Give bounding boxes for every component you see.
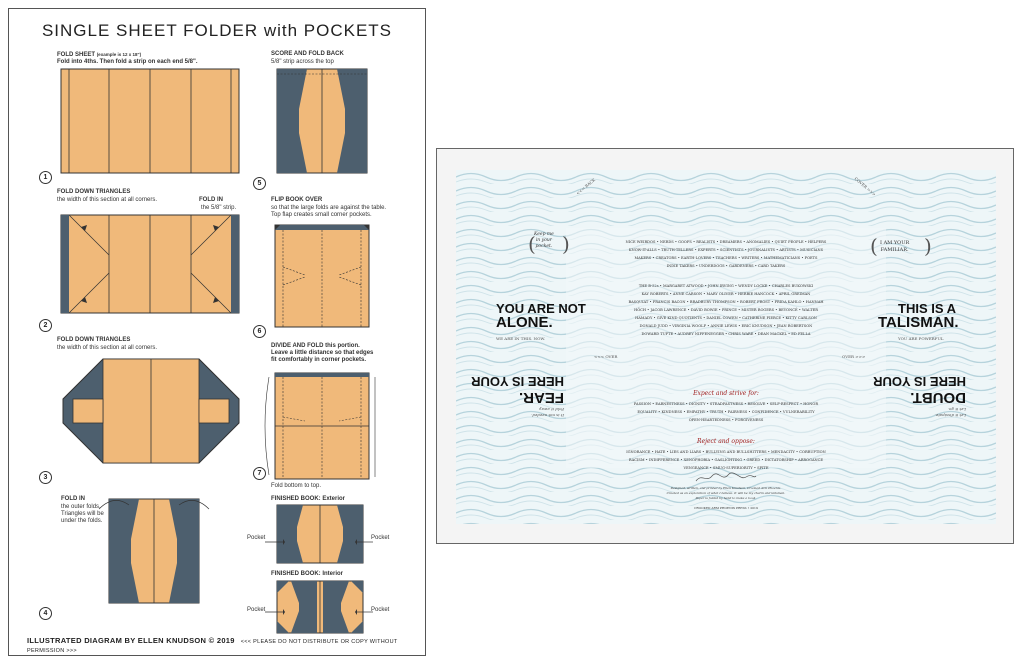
step-5-number: 5 [253, 177, 266, 190]
step-6-figure [275, 225, 369, 327]
pocket-label-right-ext: Pocket [371, 535, 390, 541]
pocket-label-right-int: Pocket [371, 607, 390, 613]
fear-block [471, 366, 564, 418]
step-1-number: 1 [39, 171, 52, 184]
step-7-bottom-text: Fold bottom to top. [271, 483, 322, 489]
step-1-text: Fold into 4ths. Then fold a strip on each end 5/8". [57, 59, 198, 65]
footer-notice: <<< PLEASE DO NOT DISTRIBUTE OR COPY WITHOUT PERMISSION >>> [27, 639, 398, 654]
keep-me-text: Keep me in your pocket. [534, 232, 554, 249]
finished-interior-label: FINISHED BOOK: Interior [271, 571, 344, 577]
diagram-title: SINGLE SHEET FOLDER with POCKETS [41, 21, 393, 40]
doubt-heading: DOUBT. [910, 389, 966, 406]
signature-mark [694, 472, 758, 484]
step-2-figure [61, 215, 239, 313]
doubt-block [873, 366, 966, 418]
pocket-arrow-left-int [265, 609, 285, 615]
poster-sheet [456, 170, 996, 524]
instruction-sheet [8, 8, 426, 656]
step-3-label: FOLD DOWN TRIANGLES [57, 337, 131, 343]
reject-heading: Reject and oppose: [697, 438, 755, 445]
pocket-arrow-right-int [355, 609, 373, 615]
this-is-a-heading: THIS IS A [898, 301, 957, 316]
step-5-text: 5/8" strip across the top [271, 59, 334, 65]
you-are-powerful-text: YOU ARE POWERFUL [898, 336, 944, 341]
finished-interior-figure [277, 581, 363, 633]
step-7-figure [275, 373, 369, 479]
expect-list: PASSION • EARNESTNESS • DIGNITY • STEADFASTNESS • RESOLVE • SELF-RESPECT • HONOR EQUALITY • KINDNESS • EMPATHY • TRUTH • FAIRNESS • CONFIDENCE • VULNERABILITY OPEN-HEARTEDNESS • FORGIVENESS [633, 402, 819, 422]
paren-left-2: ( [870, 234, 878, 258]
step-6-text: so that the large folds are against the table. Top flap creates small corner pockets. [271, 205, 387, 218]
it-is-not-needed-text: It is not needed. [531, 413, 564, 418]
step-5-label: SCORE AND FOLD BACK [271, 51, 344, 57]
expect-heading: Expect and strive for: [693, 390, 759, 397]
pocket-arrow-right-ext [355, 539, 373, 545]
step-7-label: DIVIDE AND FOLD this portion. Leave a little distance so that edges fit comfortably in corner pockets. [271, 343, 374, 363]
pocket-label-left-ext: Pocket [247, 535, 266, 541]
step-2-number: 2 [39, 319, 52, 332]
step-3-text: the width of this section at all corners. [57, 345, 158, 351]
pocket-arrow-left-ext [265, 539, 285, 545]
step-1-figure [61, 69, 239, 173]
over-arrow-right: OVER >>> [842, 354, 866, 359]
we-are-text: WE ARE IN THIS. NOW. [496, 336, 546, 341]
pocket-label-left-int: Pocket [247, 607, 266, 613]
over-arrow-left: <<< OVER [594, 354, 618, 359]
let-it-dissipate-text: Let it dissipate. [934, 413, 966, 418]
let-it-go-text: Let it go. [947, 407, 966, 412]
colophon: Designed, written, and printed by Ellen Knudson, Crooked Arm Phoenix. Created as an exploration of what I believe. It will be my charm and talisman. Paper is folded by hand to make a book. [666, 486, 786, 500]
step-3-figure [63, 359, 239, 463]
step-6-label: FLIP BOOK OVER [271, 197, 323, 203]
footer-credit: ILLUSTRATED DIAGRAM BY ELLEN KNUDSON © 2019 <<< PLEASE DO NOT DISTRIBUTE OR COPY WITHOUT PERMISSION >>> [27, 636, 398, 654]
step-3-number: 3 [39, 471, 52, 484]
paren-right: ) [562, 232, 570, 256]
step-4-text: the outer folds. Triangles will be under the folds. [61, 504, 104, 524]
step-7-number: 7 [253, 467, 266, 480]
cover-arrow-marker: COVER >>> [853, 176, 877, 197]
reject-list: IGNORANCE • HATE • LIES AND LIARS • BULLYING AND BULLSHITTERS • MENDACITY • CORRUPTION RACISM • INDIFFERENCE • XENOPHOBIA • GASLIGHTING • GREED • DICTATORSHIP • ARROGANCE VENGEANCE • SMUG-SUPERIORITY • SPITE [626, 450, 826, 470]
press-line: CROOKED ARM PHOENIX PRESS • 2019 [694, 506, 758, 510]
step-2-text: the width of this section at all corners. [57, 197, 158, 203]
step-5-figure [277, 69, 367, 173]
step-6-number: 6 [253, 325, 266, 338]
step-1-label: FOLD SHEET (example is 12 x 18") [57, 52, 142, 58]
names-mid: THE B-52s • MARGARET ATWOOD • JOHN IRVING • WENDY LOCKE • CHARLES BUKOWSKI KAY ROBERTS • ANNE CARSON • MARY OLIVER • HERBIE HANCOCK • APRIL GREIMAN BASQUIAT • FRANCIS BACON • BRADBURY THOMPSON • ROBERT FROST • FRIDA KAHLO • HANNAH HÖCH • JACOB LAWRENCE • DAVID BOWIE • PRINCE • MISTER ROGERS • BEYONCÉ • WALTER HAMADY • GIVE KIND QUOTIENTS • DANIEL COWEN • CATHERINE PIERCE • KITTY CARLSON DONALD JUDD • VIRGINIA WOOLF • ANNIE LEWIS • ERIC KNUDSON • JEAN ROBERTSON DOWARD TUFTE • AUDREY NIFFENEGGER • CHRIS WARE • DEAN MACKEL • ED FELLA [628, 284, 824, 336]
names-top: NICE WEIRDOS • NERDS • GOOFS • REALISTS • DREAMERS • ANOMALIES • QUIET PEOPLE • HELPERS KNOW-IT-ALLS • TRUTH-TELLERS • EXPERTS • SCIENTISTS • JOURNALISTS • ARTISTS • MUSICIANS MAKERS • CREATORS • EARTH-LOVERS • TEACHERS • WRITERS • MATHEMATICIANS • POETS INDIE TAKERS • UNDERDOGS • GARDENERS • CARD TAKERS [625, 240, 827, 268]
step-4-figure [109, 499, 199, 603]
step-2-label: FOLD DOWN TRIANGLES [57, 189, 131, 195]
finished-exterior-figure [277, 505, 363, 563]
familiar-text: I AM YOUR FAMILIAR. [880, 240, 910, 253]
finished-exterior-label: FINISHED BOOK: Exterior [271, 496, 346, 502]
step-2-side-text: the 5/8" strip. [201, 205, 237, 211]
step-4-number: 4 [39, 607, 52, 620]
step-2-side-label: FOLD IN [199, 197, 223, 203]
paren-left: ( [528, 232, 536, 256]
talisman-heading: TALISMAN. [878, 314, 959, 331]
back-arrow-marker: <<< BACK [575, 177, 597, 196]
alone-heading: ALONE. [496, 314, 553, 331]
you-are-not-heading: YOU ARE NOT [496, 301, 586, 316]
fear-heading: FEAR. [519, 389, 564, 406]
fold-it-away-text: Fold it away. [538, 407, 564, 412]
here-is-your-heading-left: HERE IS YOUR [471, 374, 564, 389]
here-is-your-heading-right: HERE IS YOUR [873, 374, 966, 389]
paren-right-2: ) [924, 234, 932, 258]
step-4-label: FOLD IN [61, 496, 85, 502]
